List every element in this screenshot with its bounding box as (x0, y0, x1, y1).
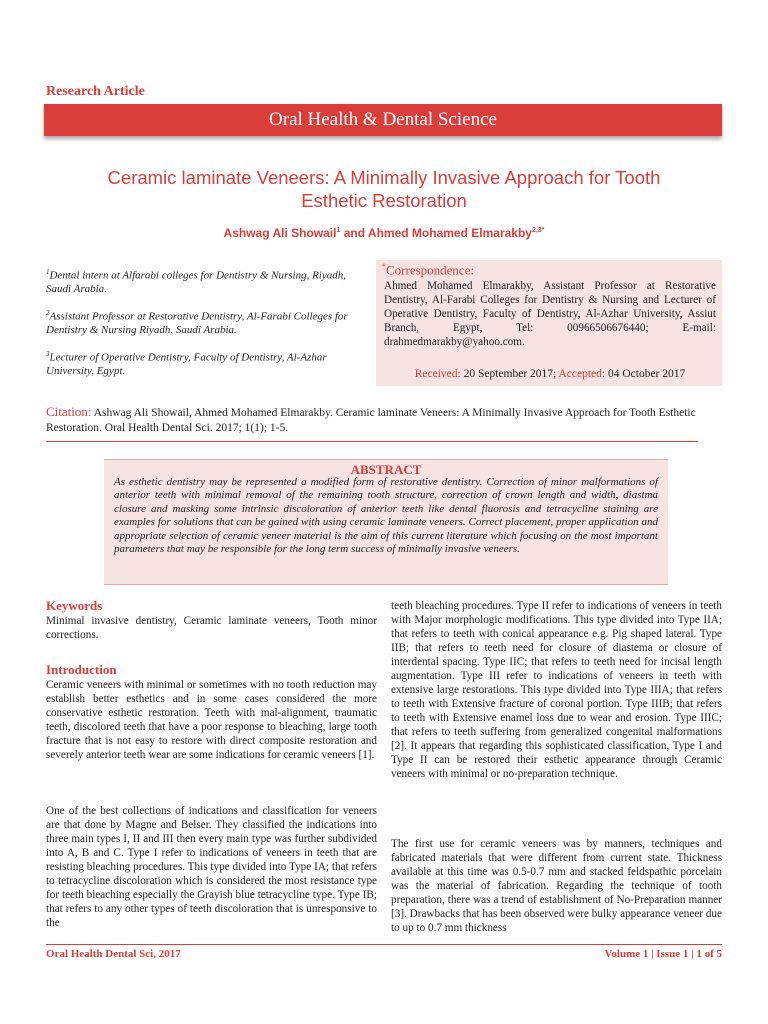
affiliation-num: 1 (46, 268, 50, 276)
footer-journal: Oral Health Dental Sci, 2017 (46, 948, 181, 960)
accepted-date: 04 October 2017 (605, 368, 686, 380)
introduction-heading: Introduction (46, 662, 117, 677)
received-label: Received: (414, 368, 461, 380)
title-line-2: Esthetic Restoration (301, 190, 467, 211)
correspondence-star: * (382, 262, 386, 271)
received-date: 20 September 2017; (460, 368, 559, 380)
correspondence-title-text: Correspondence: (386, 262, 475, 278)
received-accepted-dates (384, 368, 716, 380)
affiliation-text: Assistant Professor at Restorative Dentistry, Al-Farabi Colleges for Dentistry & Nursing Riyadh, Saudi Arabia. (46, 310, 348, 337)
affiliation-text: Dental intern at Alfarabi colleges for Dentistry & Nursing, Riyadh, Saudi Arabia. (46, 269, 346, 296)
title-line-1: Ceramic laminate Veneers: A Minimally Invasive Approach for Tooth (107, 167, 661, 188)
author-line (50, 226, 718, 240)
author-1-affil: 1 (336, 227, 341, 234)
abstract-text: As esthetic dentistry may be represented a modified form of restorative dentistry. Correction of minor malformations of anterior teeth with minimal removal of the remaining tooth structure, correction of crown length and width, diastma closure and masking some intrinsic discoloration of anterior teeth like dental fluorosis and tetracycline staining are examples for solutions that can be gained with using ceramic laminate veneers. Correct placement, proper application and appropriate selection of ceramic veneer material is the aim of this current literature which focusing on the most important parameters that may be responsible for the long term success of minimally invasive veneers. (114, 476, 658, 556)
citation-text: Ashwag Ali Showail, Ahmed Mohamed Elmarakby. Ceramic laminate Veneers: A Minimally Invasive Approach for Tooth Esthetic Restoration. Oral Health Dental Sci. 2017; 1(1); 1-5. (46, 407, 696, 434)
citation-label: Citation: (46, 404, 92, 419)
right-column-para-2: The first use for ceramic veneers was by manners, techniques and fabricated materials that were different from current state. Thickness available at this time was 0.5-0.7 mm and stacked feldspathic porcelain was the material of fabrication. Regarding the technique of tooth preparation, there was a trend of establishment of No-Preparation manner [3]. Drawbacks that has been observed were bulky appearance veneer due to up to 0.7 mm thickness (391, 838, 722, 934)
abstract-heading: ABSTRACT (350, 462, 422, 477)
accepted-label: Accepted: (558, 368, 606, 380)
article-type-label: Research Article (46, 84, 145, 99)
correspondence-text: Ahmed Mohamed Elmarakby, Assistant Professor at Restorative Dentistry, Al-Farabi Colleges for Dentistry & Nursing and Lecturer of Operative Dentistry, Faculty of Dentistry, Al-Azhar University, Assiut Branch, Egypt, Tel: 00966506676440; E-mail: drahmedmarakby@yahoo.com. (384, 280, 716, 348)
introduction-para-2: One of the best collections of indications and classification for veneers are that done by Magne and Belser. They classified the indications into three main types I, II and III then every main type was further subdivided into A, B and C. Type I refer to indications of veneers in teeth that are resisting bleaching procedures. This type divided into Type IA; that refers to tetracycline discoloration which is considered the most resistance type for teeth bleaching especially the Grayish blue tetracycline type. Type IB; that refers to any other types of teeth discoloration that is unresponsive to the (46, 805, 377, 929)
author-conjunction: and (340, 226, 368, 240)
citation-divider (46, 441, 698, 442)
keywords-text: Minimal invasive dentistry, Ceramic laminate veneers, Tooth minor corrections. (46, 615, 377, 641)
journal-banner: Oral Health & Dental Science (44, 104, 722, 136)
footer-page-info: Volume 1 | Issue 1 | 1 of 5 (604, 948, 722, 960)
author-2-affil: 2,3* (531, 227, 545, 234)
affiliation-num: 2 (46, 309, 50, 317)
correspondence-title (382, 262, 474, 278)
footer-divider (46, 944, 722, 945)
author-2: Ahmed Mohamed Elmarakby (367, 226, 532, 240)
citation (46, 404, 722, 436)
introduction-para-1: Ceramic veneers with minimal or sometimes with no tooth reduction may establish better esthetics and in some cases considered the more conservative esthetic restoration. Teeth with mal-alignment, traumatic teeth, discolored teeth that have a poor response to bleaching, large tooth fracture that is not easy to restore with direct composite restoration and severely anterior teeth wear are some indications for ceramic veneers [1]. (46, 679, 377, 761)
paper-title (50, 166, 718, 212)
affiliation-2 (46, 307, 366, 338)
affiliation-3 (46, 348, 366, 379)
affiliation-text: Lecturer of Operative Dentistry, Faculty of Dentistry, Al-Azhar University, Egypt. (46, 351, 327, 378)
author-1: Ashwag Ali Showail (223, 226, 337, 240)
right-column-para-1: teeth bleaching procedures. Type II refer to indications of veneers in teeth with Major morphologic modifications. This type divided into Type IIA; that refers to teeth with conical appearance e.g. Pig shaped lateral. Type IIB; that refers to teeth need for closure of diastema or closure of interdental spacing. Type IIC; that refers to teeth need for incisal length augmentation. Type III refer to indications of veneers in teeth with extensive large restorations. This type divided into Type IIIA; that refers to teeth with Extensive fracture of coronal portion. Type IIIB; that refers to teeth with Extensive enamel loss due to wear and erosion. Type IIIC; that refers to teeth suffering from generalized congenital malformations [2]. It appears that regarding this sophisticated classification, Type I and Type II can be restored their esthetic appearance through Ceramic veneers with minimal or no-preparation technique. (391, 600, 722, 780)
keywords-heading: Keywords (46, 598, 103, 613)
affiliation-1 (46, 266, 366, 297)
affiliation-num: 3 (46, 350, 50, 358)
